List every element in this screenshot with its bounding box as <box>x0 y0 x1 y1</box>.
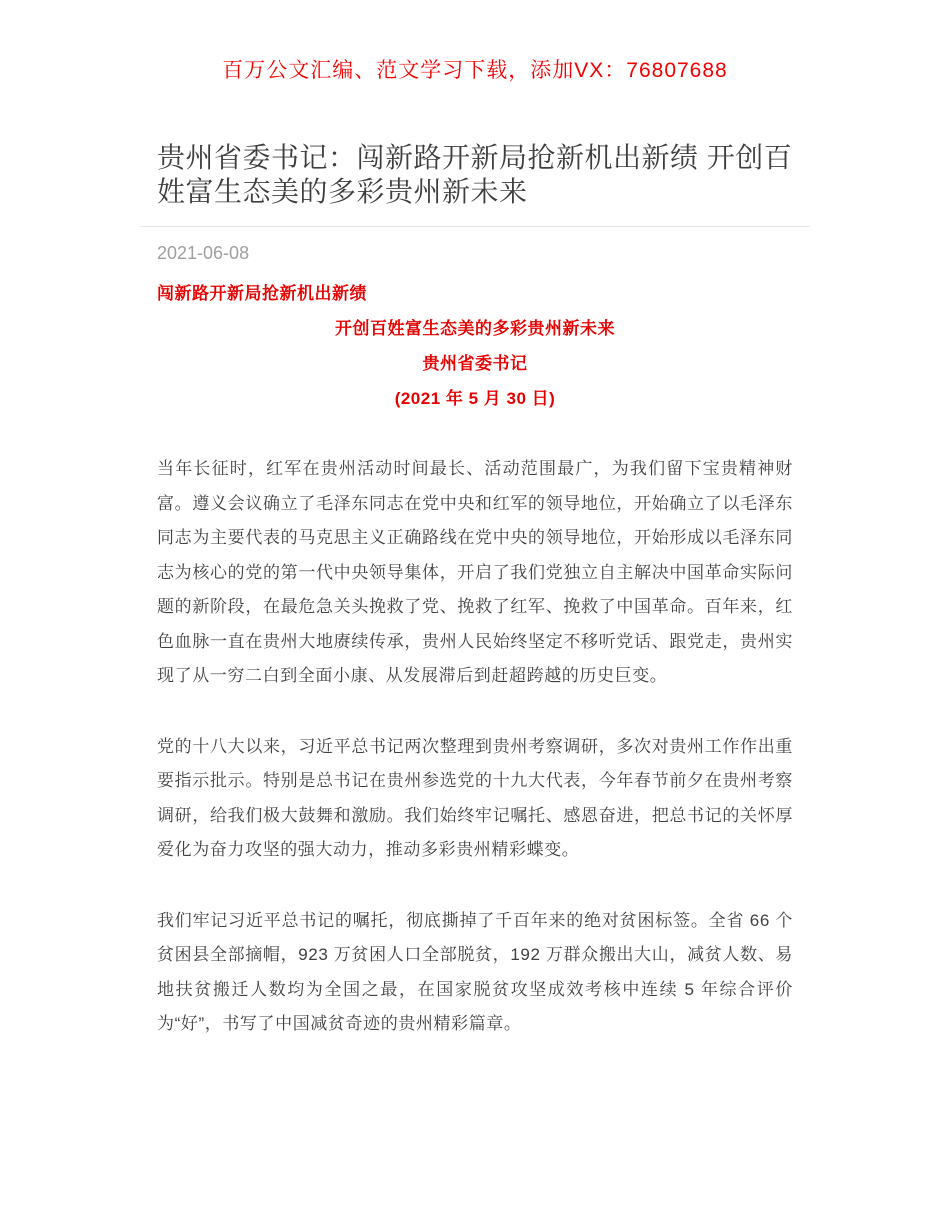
header-notice: 百万公文汇编、范文学习下载，添加VX：76807688 <box>222 59 728 82</box>
article <box>140 141 810 1042</box>
subtitle-line-3: 贵州省委书记 <box>422 354 528 373</box>
body-paragraph-2: 党的十八大以来，习近平总书记两次整理到贵州考察调研，多次对贵州工作作出重要指示批示。特别是总书记在贵州参选党的十九大代表，今年春节前夕在贵州考察调研，给我们极大鼓舞和激励。我们始终牢记嘱托、感恩奋进，把总书记的关怀厚爱化为奋力攻坚的强大动力，推动多彩贵州精彩蝶变。 <box>157 736 793 859</box>
article-date: 2021-06-08 <box>157 243 250 263</box>
title-divider <box>140 226 810 227</box>
subtitle-line-1: 闯新路开新局抢新机出新绩 <box>157 284 367 303</box>
body-paragraph-1: 当年长征时，红军在贵州活动时间最长、活动范围最广，为我们留下宝贵精神财富。遵义会议确立了毛泽东同志在党中央和红军的领导地位，开始确立了以毛泽东同志为主要代表的马克思主义正确路线在党中央的领导地位，开始形成以毛泽东同志为核心的党的第一代中央领导集体，开启了我们党独立自主解决中国革命实际问题的新阶段，在最危急关头挽救了党、挽救了红军、挽救了中国革命。百年来，红色血脉一直在贵州大地赓续传承，贵州人民始终坚定不移听党话、跟党走，贵州实现了从一穷二白到全面小康、从发展滞后到赶超跨越的历史巨变。 <box>157 459 793 685</box>
article-body <box>140 452 810 1042</box>
article-title: 贵州省委书记：闯新路开新局抢新机出新绩 开创百姓富生态美的多彩贵州新未来 <box>157 142 793 207</box>
subtitle-line-4: (2021 年 5 月 30 日) <box>394 389 556 408</box>
body-paragraph-3: 我们牢记习近平总书记的嘱托，彻底撕掉了千百年来的绝对贫困标签。全省 66 个贫困县全部摘帽，923 万贫困人口全部脱贫，192 万群众搬出大山，减贫人数、易地扶贫搬迁人数均为全国之最，在国家脱贫攻坚成效考核中连续 5 年综合评价为“好”，书写了中国减贫奇迹的贵州精彩篇章。 <box>157 910 793 1033</box>
subtitle-line-2: 开创百姓富生态美的多彩贵州新未来 <box>335 319 615 338</box>
